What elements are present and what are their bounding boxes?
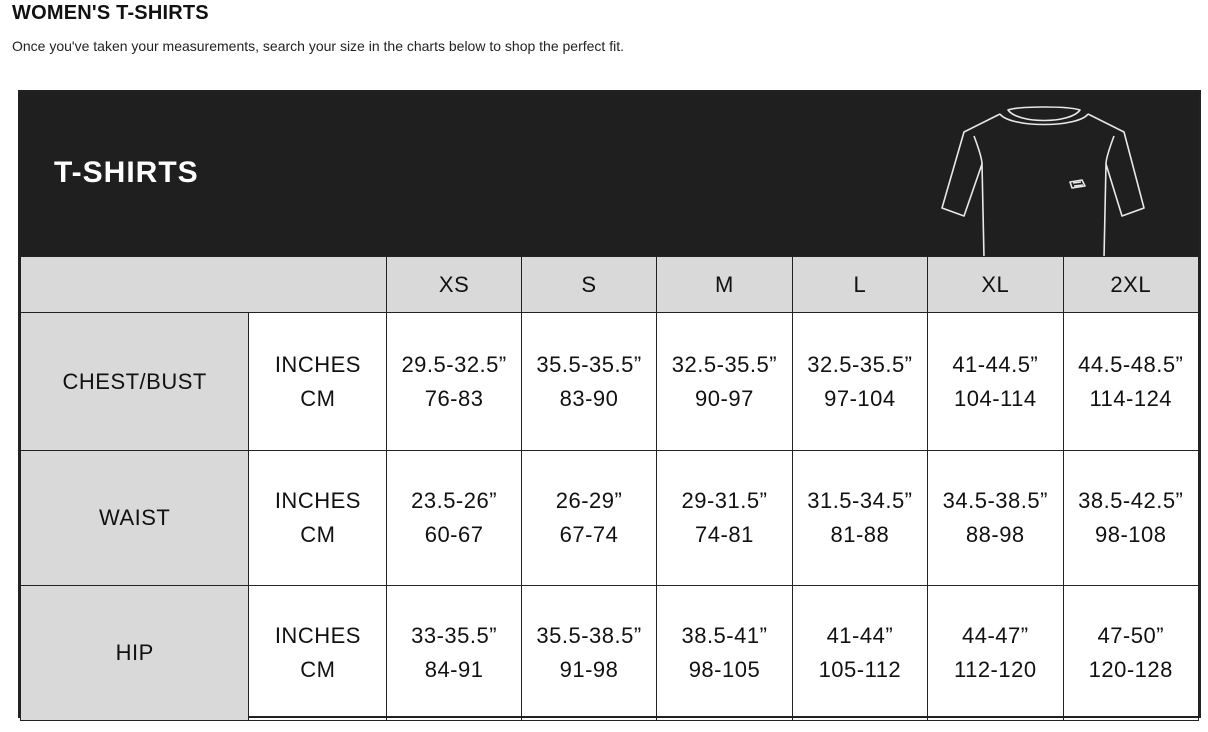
header-corner <box>21 257 387 313</box>
value-cm: 88-98 <box>965 522 1025 547</box>
table-row <box>21 313 1199 451</box>
banner-title: T-SHIRTS <box>54 156 199 189</box>
value-cell <box>387 313 521 451</box>
value-cell <box>657 586 792 721</box>
value-cm: 104-114 <box>953 385 1037 411</box>
value-cm: 60-67 <box>424 522 484 547</box>
unit-inches: INCHES <box>274 623 361 648</box>
value-cell <box>657 313 792 451</box>
table-row <box>21 586 1199 721</box>
value-inches: 32.5-35.5” <box>671 351 778 377</box>
value-inches: 23.5-26” <box>411 488 498 513</box>
value-cell <box>928 586 1063 721</box>
value-cm: 84-91 <box>424 657 484 682</box>
value-cm: 91-98 <box>559 657 619 682</box>
size-table <box>20 256 1199 721</box>
value-inches: 44-47” <box>961 623 1029 648</box>
value-inches: 34.5-38.5” <box>942 488 1048 513</box>
size-header-xl: XL <box>928 257 1063 313</box>
measurement-label-waist: WAIST <box>21 451 249 586</box>
value-cell <box>521 586 656 721</box>
value-cm: 97-104 <box>824 385 896 411</box>
page-title: WOMEN'S T-SHIRTS <box>12 2 209 24</box>
value-cm: 112-120 <box>953 657 1037 682</box>
value-cm: 114-124 <box>1089 385 1173 411</box>
size-header-2xl: 2XL <box>1063 257 1199 313</box>
size-header-xs: XS <box>387 257 521 313</box>
unit-cm: CM <box>300 522 336 547</box>
value-cm: 76-83 <box>424 385 484 411</box>
unit-inches: INCHES <box>274 488 361 513</box>
value-inches: 41-44.5” <box>952 351 1039 377</box>
value-cell <box>792 313 927 451</box>
measurement-label-chest: CHEST/BUST <box>21 313 249 451</box>
value-cm: 81-88 <box>830 522 890 547</box>
value-cell <box>792 586 927 721</box>
value-cell <box>792 451 927 586</box>
value-inches: 29-31.5” <box>681 488 768 513</box>
value-inches: 31.5-34.5” <box>807 488 913 513</box>
table-row <box>21 451 1199 586</box>
value-cell <box>387 586 521 721</box>
unit-cm: CM <box>300 385 336 411</box>
unit-cell <box>249 313 387 451</box>
value-cm: 98-105 <box>688 657 761 682</box>
value-inches: 44.5-48.5” <box>1078 351 1184 377</box>
value-inches: 32.5-35.5” <box>807 351 913 377</box>
value-cell <box>1063 586 1199 721</box>
value-cm: 120-128 <box>1088 657 1173 682</box>
tshirt-icon <box>938 102 1148 258</box>
value-cell <box>387 451 521 586</box>
value-inches: 38.5-41” <box>681 623 768 648</box>
unit-cell <box>249 586 387 721</box>
value-inches: 35.5-35.5” <box>536 351 642 377</box>
value-inches: 41-44” <box>826 623 894 648</box>
value-inches: 47-50” <box>1097 623 1165 648</box>
size-chart <box>18 90 1201 718</box>
value-cell <box>657 451 792 586</box>
value-cm: 98-108 <box>1094 522 1167 547</box>
chart-banner <box>20 92 1199 256</box>
value-cell <box>521 451 656 586</box>
value-cm: 90-97 <box>695 385 754 411</box>
unit-inches: INCHES <box>274 351 361 377</box>
value-cell <box>928 313 1063 451</box>
value-inches: 26-29” <box>555 488 623 513</box>
value-cell <box>928 451 1063 586</box>
measurement-label-hip: HIP <box>21 586 249 721</box>
unit-cm: CM <box>300 657 336 682</box>
value-cell <box>521 313 656 451</box>
size-header-m: M <box>657 257 792 313</box>
value-cm: 67-74 <box>559 522 619 547</box>
value-cell <box>1063 313 1199 451</box>
size-header-s: S <box>521 257 656 313</box>
value-inches: 33-35.5” <box>411 623 498 648</box>
unit-cell <box>249 451 387 586</box>
value-cell <box>1063 451 1199 586</box>
size-header-l: L <box>792 257 927 313</box>
value-cm: 105-112 <box>818 657 902 682</box>
value-cm: 83-90 <box>559 385 619 411</box>
page-subtitle: Once you've taken your measurements, search your size in the charts below to shop the perfect fit. <box>12 38 624 54</box>
value-inches: 38.5-42.5” <box>1078 488 1184 513</box>
value-inches: 35.5-38.5” <box>536 623 642 648</box>
value-cm: 74-81 <box>695 522 754 547</box>
value-inches: 29.5-32.5” <box>401 351 507 377</box>
